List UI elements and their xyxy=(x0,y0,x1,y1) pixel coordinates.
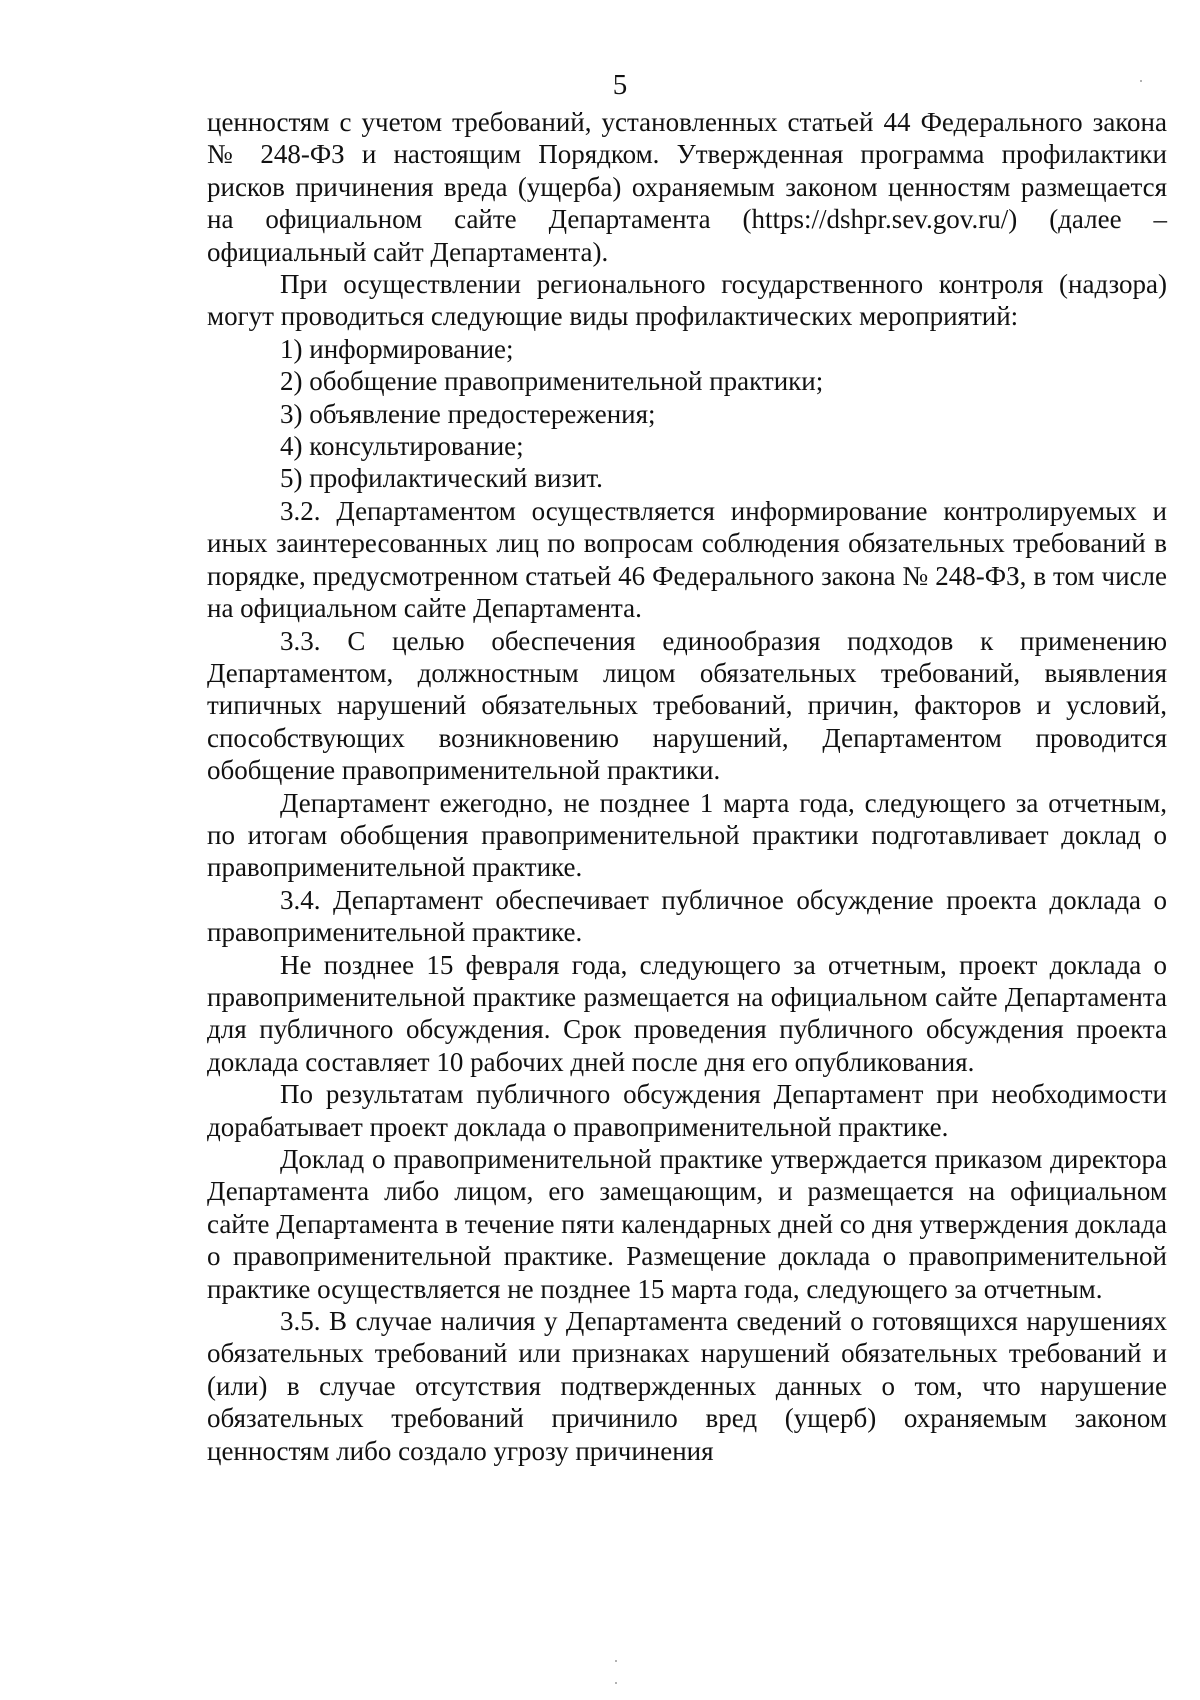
page-number: 5 xyxy=(612,69,628,101)
scan-speck xyxy=(1140,80,1142,82)
paragraph-discussion-results: По результатам публичного обсуждения Департамент при необходимости дорабатывает проект доклада о правоприменительной практике. xyxy=(207,1079,1167,1142)
document-body xyxy=(207,106,1167,1467)
list-item-generalization: 2) обобщение правоприменительной практики; xyxy=(280,366,824,397)
paragraph-report-approval: Доклад о правоприменительной практике утверждается приказом директора Департамента либо лицом, его замещающим, и размещается на официальном сайте Департамента в течение пяти календарных дней со дня утверждения доклада о правоприменительной практике. Размещение доклада о правоприменительной практике осуществляется не позднее 15 марта года, следующего за отчетным. xyxy=(207,1144,1167,1304)
list-item-preventive-visit: 5) профилактический визит. xyxy=(280,463,603,494)
paragraph-3-3: 3.3. С целью обеспечения единообразия подходов к применению Департаментом, должностным лицом обязательных требований, выявления типичных нарушений обязательных требований, причин, факторов и условий, способствующих возникновению нарушений, Департаментом проводится обобщение правоприменительной практики. xyxy=(207,625,1167,786)
list-item-informing: 1) информирование; xyxy=(280,333,514,364)
paragraph-3-5: 3.5. В случае наличия у Департамента сведений о готовящихся нарушениях обязательных требований или признаках нарушений обязательных требований и (или) в случае отсутствия подтвержденных данных о том, что нарушение обязательных требований причинило вред (ущерб) охраняемым законом ценностям либо создало угрозу причинения xyxy=(207,1306,1167,1466)
scan-speck xyxy=(615,1660,617,1662)
paragraph-continuation: ценностям с учетом требований, установленных статьей 44 Федерального закона № 248-ФЗ и настоящим Порядком. Утвержденная программа профилактики рисков причинения вреда (ущерба) охраняемым законом ценностям размещается на официальном сайте Департамента (https://dshpr.sev.gov.ru/) (далее – официальный сайт Департамента). xyxy=(207,107,1167,267)
list-item-consulting: 4) консультирование; xyxy=(280,431,524,462)
list-item-warning: 3) объявление предостережения; xyxy=(280,398,656,429)
paragraph-3-2: 3.2. Департаментом осуществляется информирование контролируемых и иных заинтересованных лиц по вопросам соблюдения обязательных требований в порядке, предусмотренном статьей 46 Федерального закона № 248-ФЗ, в том числе на официальном сайте Департамента. xyxy=(207,495,1167,624)
paragraph-annual-report: Департамент ежегодно, не позднее 1 марта года, следующего за отчетным, по итогам обобщения правоприменительной практики подготавливает доклад о правоприменительной практике. xyxy=(207,787,1167,883)
paragraph-3-4: 3.4. Департамент обеспечивает публичное обсуждение проекта доклада о правоприменительной практике. xyxy=(207,884,1167,948)
paragraph-draft-publication: Не позднее 15 февраля года, следующего за отчетным, проект доклада о правоприменительной практике размещается на официальном сайте Департамента для публичного обсуждения. Срок проведения публичного обсуждения проекта доклада составляет 10 рабочих дней после дня его опубликования. xyxy=(207,949,1167,1077)
paragraph-preventive-measures-intro: При осуществлении регионального государственного контроля (надзора) могут проводиться следующие виды профилактических мероприятий: xyxy=(207,269,1167,332)
scan-speck xyxy=(615,1682,617,1684)
